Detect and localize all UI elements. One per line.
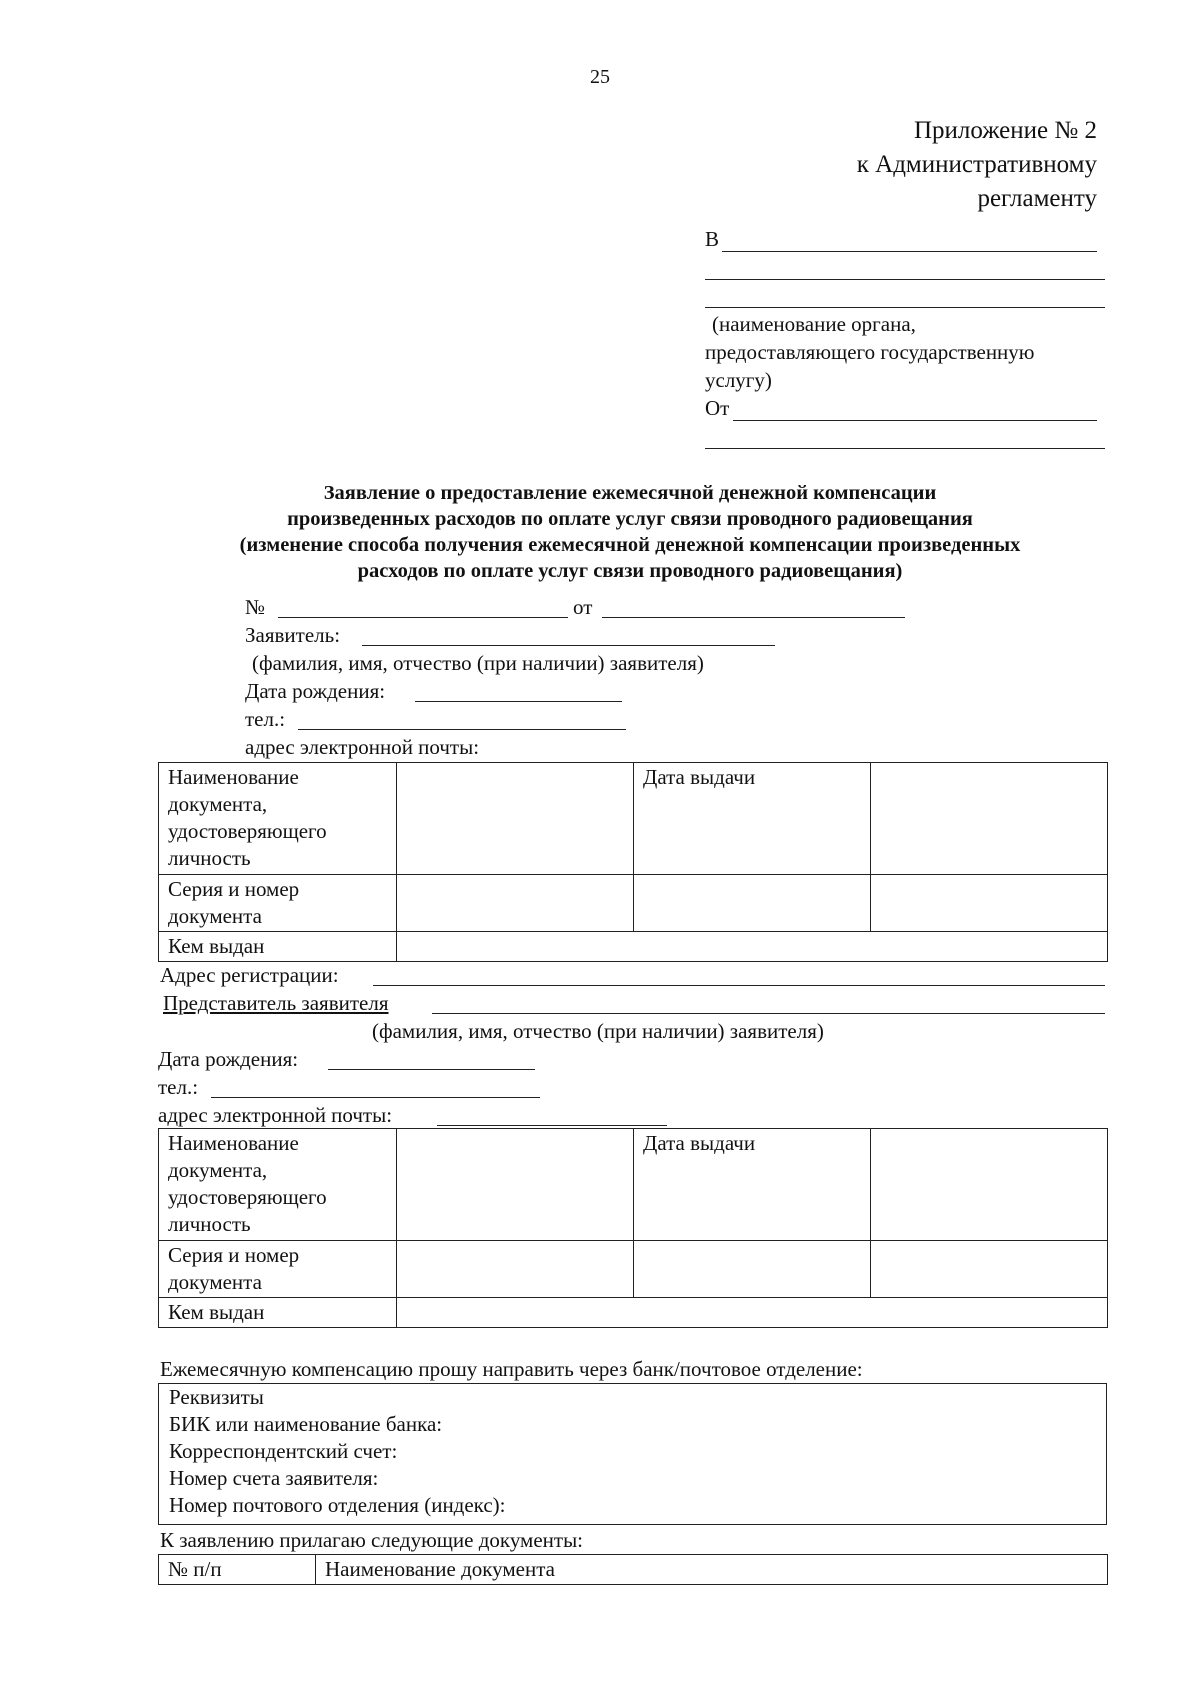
doc-name-label: Наименование документа, удостоверяющего личность (159, 763, 397, 875)
series-number-label: Серия и номер документа (159, 875, 397, 932)
rep-birth-date-field[interactable] (328, 1069, 535, 1070)
rep-series-number-extra-1[interactable] (634, 1241, 871, 1298)
addressee-from-line-2[interactable] (705, 448, 1105, 449)
rep-email-field[interactable] (437, 1125, 667, 1126)
addressee-line-3[interactable] (705, 307, 1105, 308)
rep-issue-date-value[interactable] (871, 1129, 1108, 1241)
title-line-2: произведенных расходов по оплате услуг связи проводного радиовещания (287, 508, 973, 530)
rep-phone-label: тел.: (158, 1075, 199, 1099)
series-number-extra-1[interactable] (634, 875, 871, 932)
addressee-to-label: В (705, 227, 720, 251)
rep-birth-date-label: Дата рождения: (158, 1047, 299, 1071)
issued-by-value[interactable] (397, 932, 1108, 962)
title-line-3: (изменение способа получения ежемесячной денежной компенсации произведенных (239, 534, 1021, 556)
series-number-value[interactable] (397, 875, 634, 932)
addressee-line-2[interactable] (705, 279, 1105, 280)
payment-row-account-number[interactable]: Номер счета заявителя: (169, 1466, 379, 1490)
payment-row-corr-account[interactable]: Корреспондентский счет: (169, 1439, 398, 1463)
issue-date-label: Дата выдачи (634, 763, 871, 875)
title-line-1: Заявление о предоставление ежемесячной денежной компенсации (323, 482, 937, 504)
issued-by-label: Кем выдан (159, 932, 397, 962)
rep-series-number-label: Серия и номер документа (159, 1241, 397, 1298)
rep-doc-name-value[interactable] (397, 1129, 634, 1241)
payment-row-bic[interactable]: БИК или наименование банка: (169, 1412, 443, 1436)
rep-issue-date-label: Дата выдачи (634, 1129, 871, 1241)
addressee-from-label: От (705, 396, 730, 420)
addressee-from-line[interactable] (733, 420, 1097, 421)
number-label: № (245, 595, 266, 619)
rep-issued-by-label: Кем выдан (159, 1298, 397, 1328)
registration-label: Адрес регистрации: (160, 963, 339, 987)
attachments-table (158, 1554, 1108, 1585)
registration-field[interactable] (373, 985, 1105, 986)
rep-email-label: адрес электронной почты: (158, 1103, 393, 1127)
appendix-title: Приложение № 2 (913, 117, 1097, 144)
representative-field[interactable] (432, 1013, 1105, 1014)
title-line-4: расходов по оплате услуг связи проводного радиовещания) (357, 560, 903, 582)
payment-row-post-index[interactable]: Номер почтового отделения (индекс): (169, 1493, 506, 1517)
rep-series-number-value[interactable] (397, 1241, 634, 1298)
birth-date-field[interactable] (415, 701, 622, 702)
rep-phone-field[interactable] (211, 1097, 540, 1098)
attachments-intro: К заявлению прилагаю следующие документы: (160, 1528, 584, 1552)
attachments-col-number: № п/п (159, 1555, 316, 1585)
payment-row-details: Реквизиты (169, 1385, 264, 1409)
rep-doc-name-label: Наименование документа, удостоверяющего личность (159, 1129, 397, 1241)
id-document-table (158, 762, 1108, 962)
applicant-label: Заявитель: (245, 623, 341, 647)
birth-date-label: Дата рождения: (245, 679, 386, 703)
phone-label: тел.: (245, 707, 286, 731)
applicant-fio-caption: (фамилия, имя, отчество (при наличии) заявителя) (252, 651, 704, 675)
org-caption-3: услугу) (705, 368, 772, 392)
rep-id-document-table (158, 1128, 1108, 1328)
appendix-subtitle-1: к Административному (856, 151, 1097, 178)
representative-fio-caption: (фамилия, имя, отчество (при наличии) заявителя) (372, 1019, 824, 1043)
attachments-col-name: Наименование документа (316, 1555, 1108, 1585)
rep-issued-by-value[interactable] (397, 1298, 1108, 1328)
number-field[interactable] (278, 617, 568, 618)
applicant-field[interactable] (362, 645, 775, 646)
addressee-to-line[interactable] (722, 251, 1097, 252)
org-caption-2: предоставляющего государственную (705, 340, 1035, 364)
doc-name-value[interactable] (397, 763, 634, 875)
phone-field[interactable] (298, 729, 626, 730)
date-field[interactable] (602, 617, 905, 618)
appendix-subtitle-2: регламенту (977, 185, 1097, 212)
date-from-label: от (573, 595, 593, 619)
rep-series-number-extra-2[interactable] (871, 1241, 1108, 1298)
series-number-extra-2[interactable] (871, 875, 1108, 932)
payment-intro: Ежемесячную компенсацию прошу направить через банк/почтовое отделение: (160, 1357, 863, 1381)
document-title (150, 480, 1110, 584)
page-number: 25 (590, 66, 610, 88)
org-caption-1: (наименование органа, (712, 312, 916, 336)
payment-details-box (158, 1383, 1107, 1525)
issue-date-value[interactable] (871, 763, 1108, 875)
representative-label: Представитель заявителя (163, 991, 389, 1015)
email-label: адрес электронной почты: (245, 735, 480, 759)
